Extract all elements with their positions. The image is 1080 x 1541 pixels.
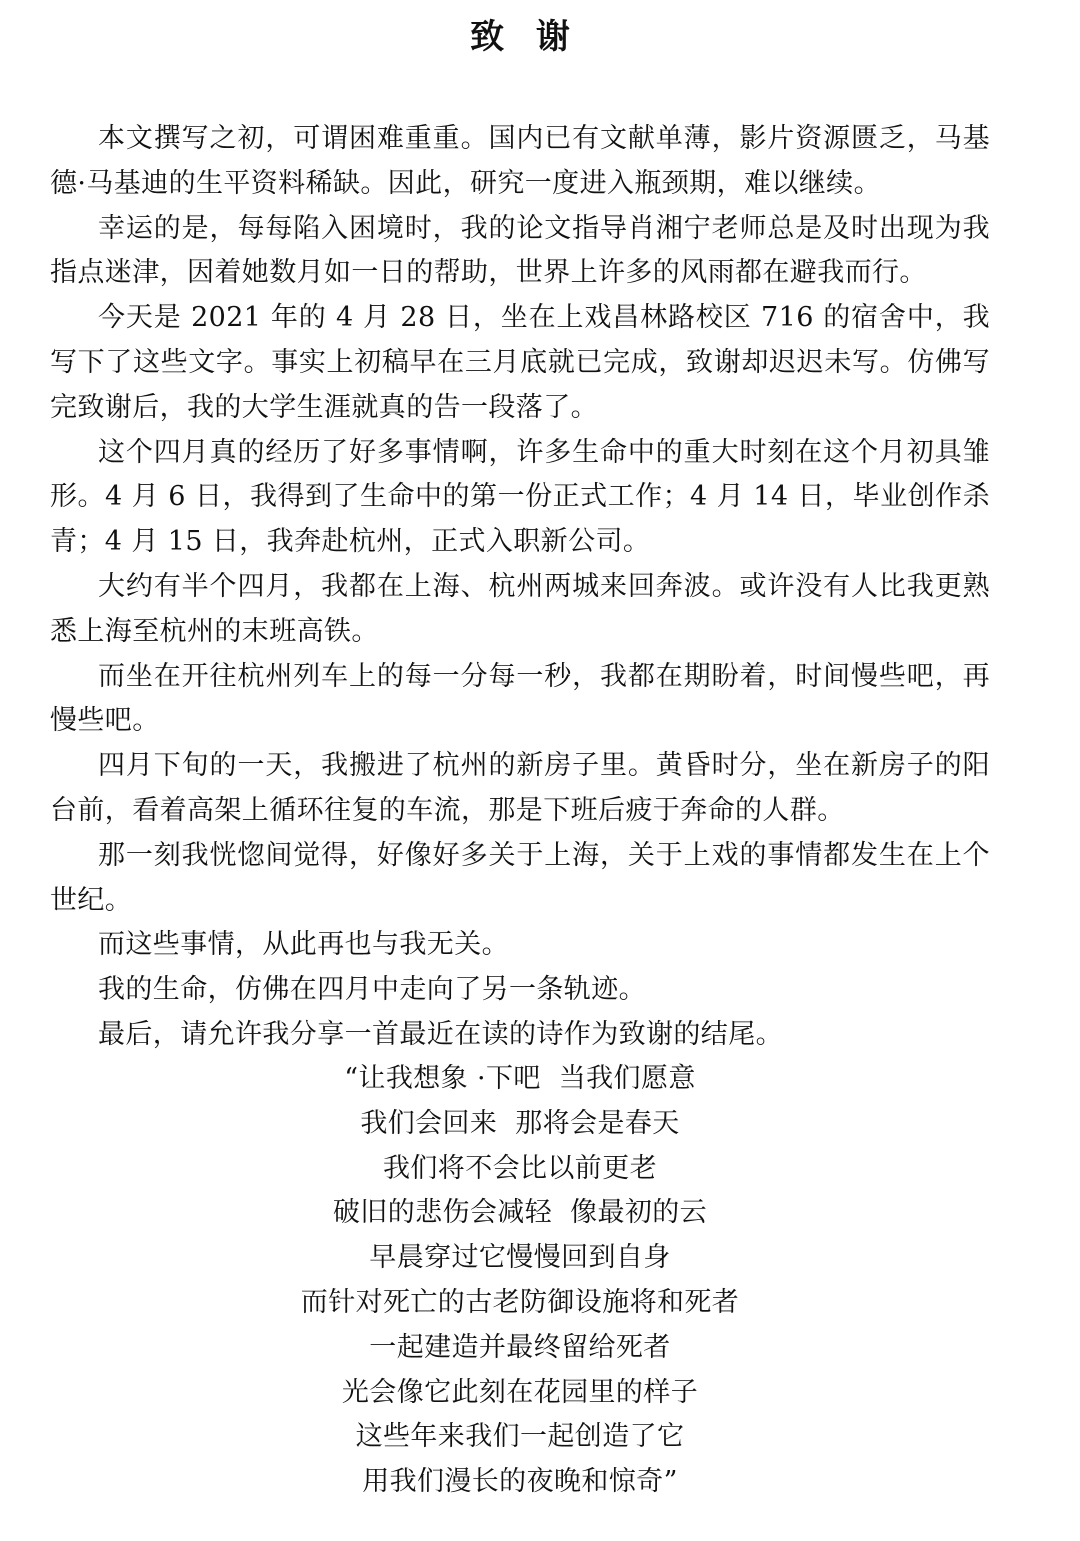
paragraph: 今天是 2021 年的 4 月 28 日，坐在上戏昌林路校区 716 的宿舍中，我写下了这些文字。事实上初稿早在三月底就已完成，致谢却迟迟未写。仿佛写完致谢后，我的大学生涯就真的告一段落了。 <box>50 302 990 423</box>
paragraph: 四月下旬的一天，我搬进了杭州的新房子里。黄昏时分，坐在新房子的阳台前，看着高架上循环往复的车流，那是下班后疲于奔命的人群。 <box>50 750 990 826</box>
paragraph: 本文撰写之初，可谓困难重重。国内已有文献单薄，影片资源匮乏，马基德·马基迪的生平资料稀缺。因此，研究一度进入瓶颈期，难以继续。 <box>50 123 990 199</box>
poem-line: 光会像它此刻在花园里的样子 <box>341 1376 699 1408</box>
paragraph: 大约有半个四月，我都在上海、杭州两城来回奔波。或许没有人比我更熟悉上海至杭州的末班高铁。 <box>50 570 990 647</box>
paragraph: 这个四月真的经历了好多事情啊，许多生命中的重大时刻在这个月初具雏形。4 月 6 日，我得到了生命中的第一份正式工作；4 月 14 日，毕业创作杀青；4 月 15 日，我奔赴杭州，正式入职新公司。 <box>50 436 990 558</box>
paragraph: 幸运的是，每每陷入困境时，我的论文指导肖湘宁老师总是及时出现为我指点迷津，因着她数月如一日的帮助，世界上许多的风雨都在避我而行。 <box>50 212 990 289</box>
poem-line: 我们会回来 那将会是春天 <box>360 1107 680 1139</box>
paragraph: 最后，请允许我分享一首最近在读的诗作为致谢的结尾。 <box>98 1018 783 1050</box>
poem-block <box>50 1057 990 1505</box>
acknowledgement-body <box>50 117 990 1058</box>
poem-line: 破旧的悲伤会减轻 像最初的云 <box>332 1197 708 1229</box>
poem-line: 用我们漫长的夜晚和惊奇” <box>362 1466 678 1498</box>
poem-line: “让我想象 ·下吧 当我们愿意 <box>344 1063 696 1094</box>
paragraph: 而坐在开往杭州列车上的每一分每一秒，我都在期盼着，时间慢些吧，再慢些吧。 <box>50 660 990 737</box>
poem-line: 这些年来我们一起创造了它 <box>355 1421 685 1453</box>
paragraph: 而这些事情，从此再也与我无关。 <box>98 929 509 961</box>
poem-line: 一起建造并最终留给死者 <box>369 1331 671 1363</box>
poem-line: 而针对死亡的古老防御设施将和死者 <box>300 1286 740 1318</box>
page-title: 致 谢 <box>470 17 580 57</box>
paragraph: 那一刻我恍惚间觉得，好像好多关于上海，关于上戏的事情都发生在上个世纪。 <box>50 839 990 916</box>
paragraph: 我的生命，仿佛在四月中走向了另一条轨迹。 <box>98 974 646 1006</box>
poem-line: 我们将不会比以前更老 <box>383 1152 657 1184</box>
poem-line: 早晨穿过它慢慢回到自身 <box>369 1242 671 1274</box>
